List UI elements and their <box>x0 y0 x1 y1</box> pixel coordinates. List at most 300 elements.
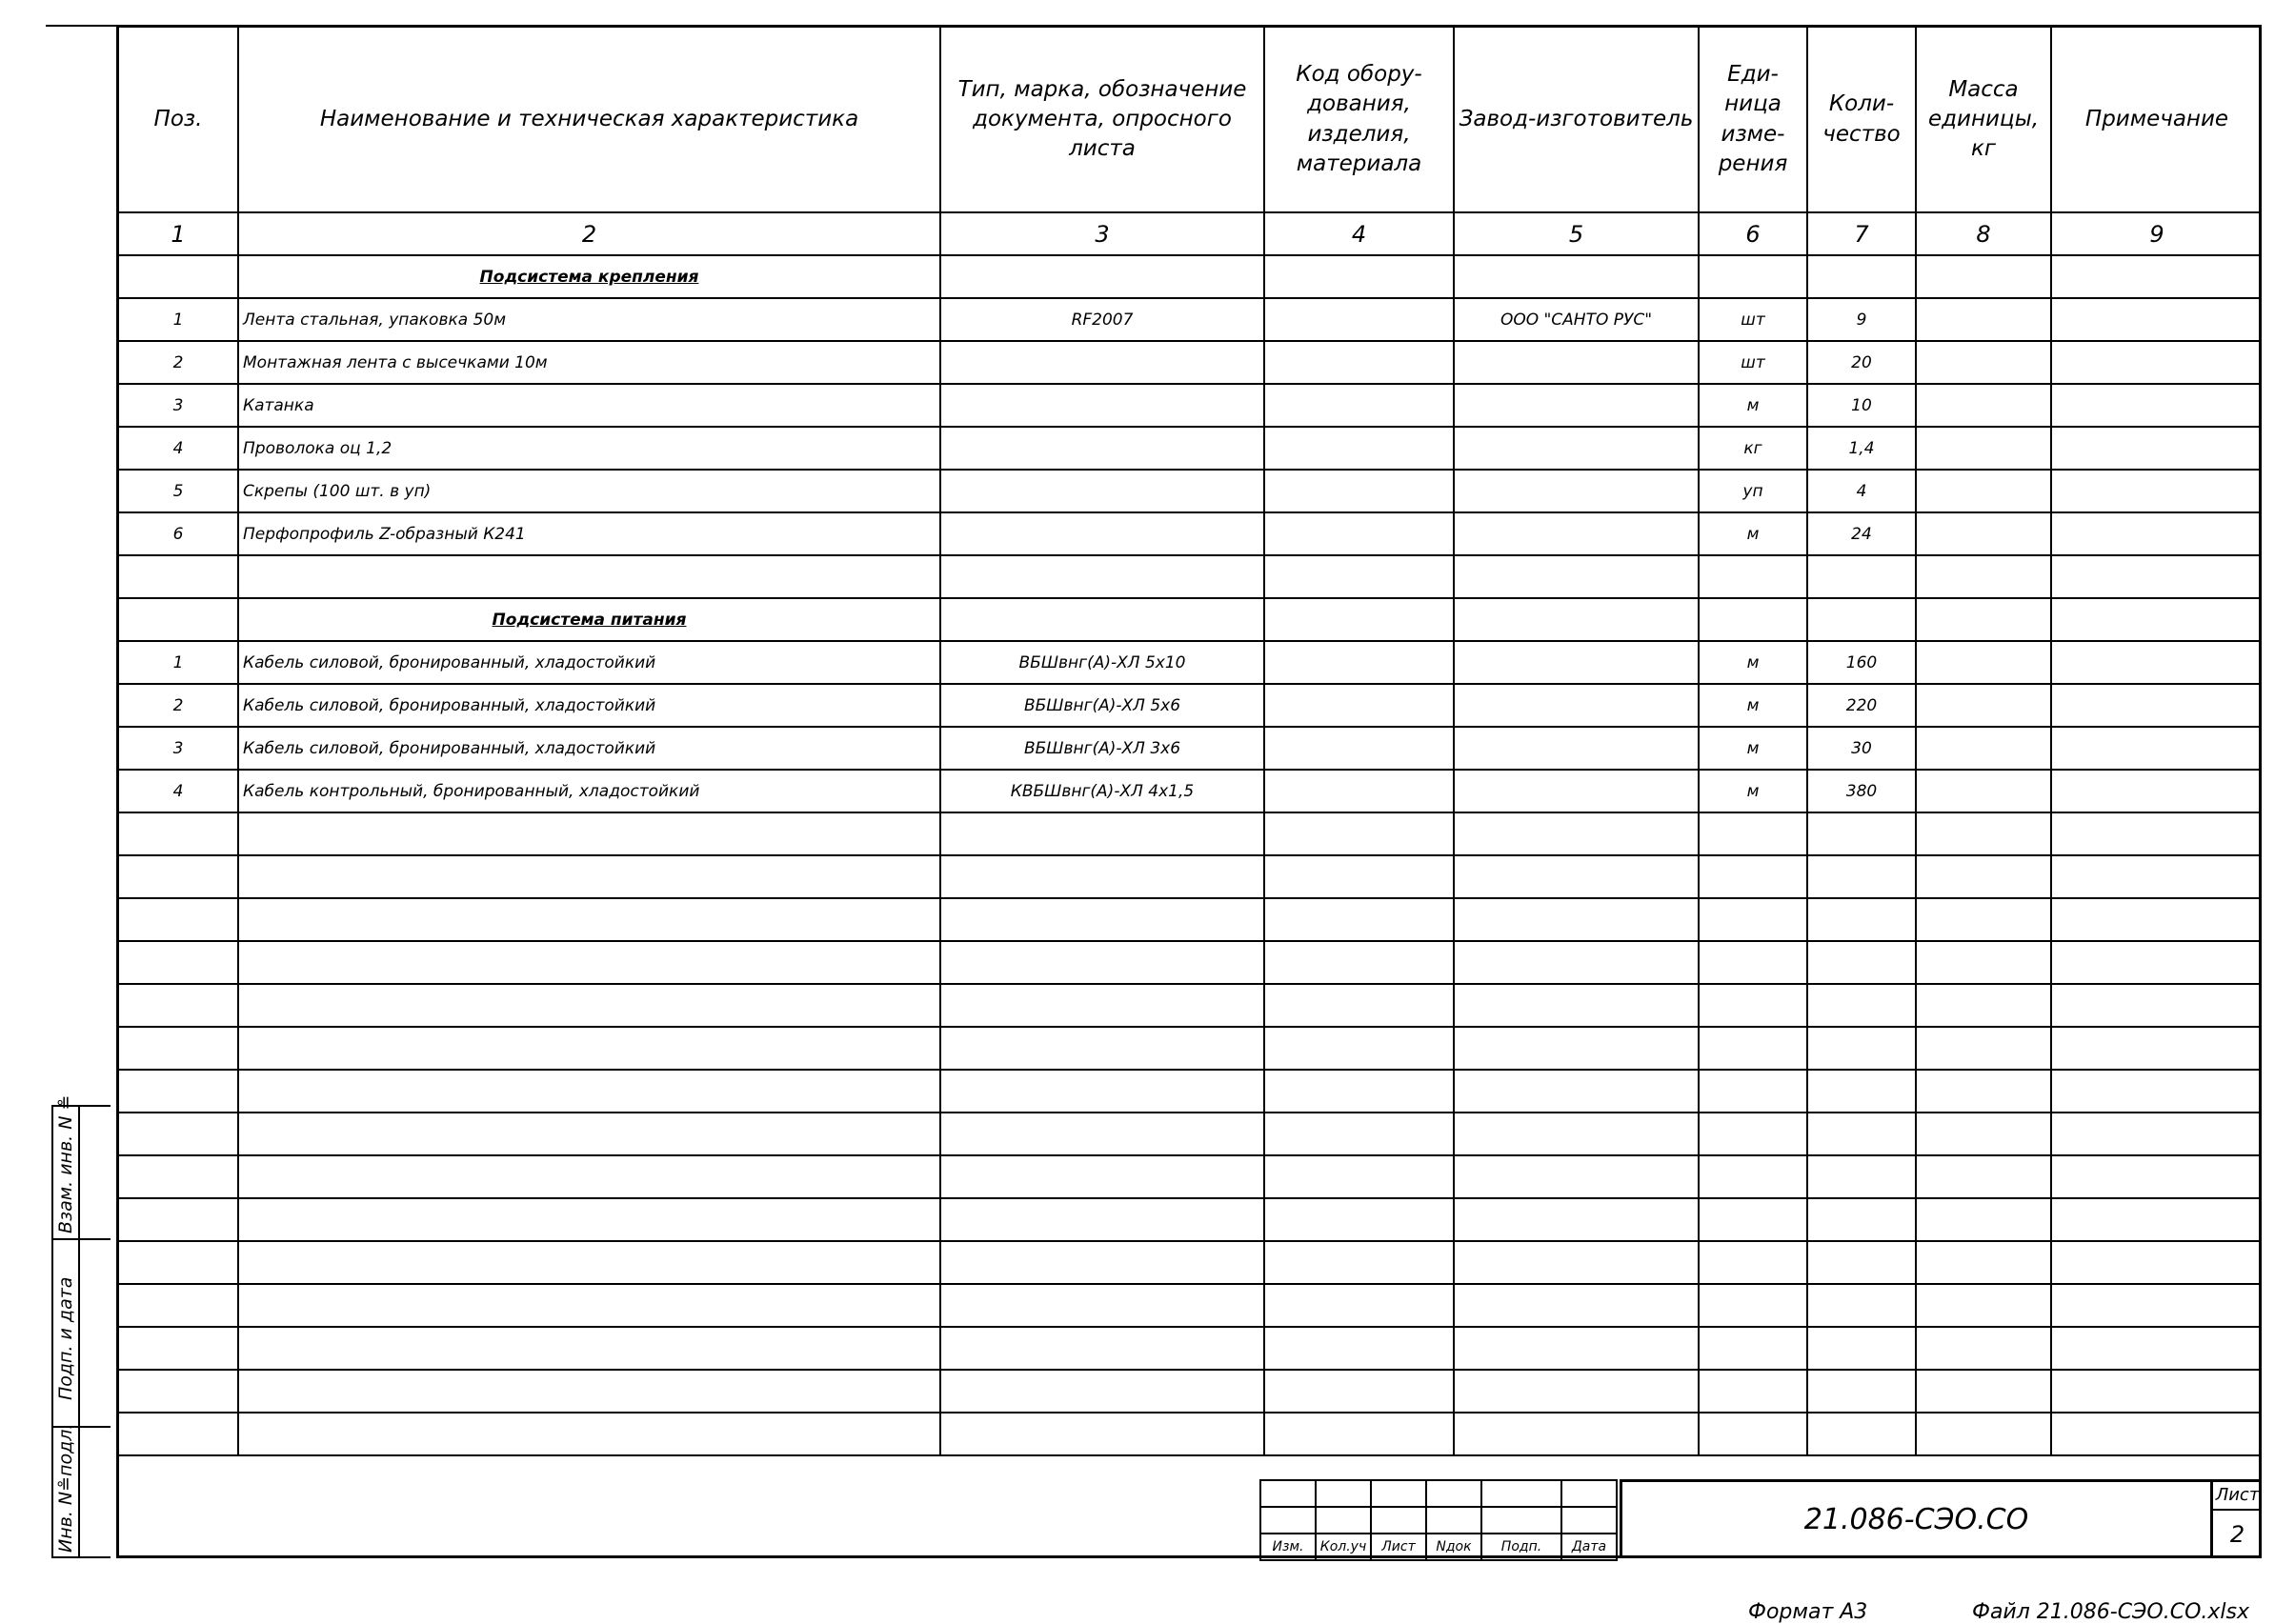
cell-mass <box>1916 1413 2051 1455</box>
cell-mass <box>1916 727 2051 770</box>
cell-qty <box>1807 1113 1916 1155</box>
cell-note <box>2051 684 2262 727</box>
cell-mass <box>1916 1198 2051 1241</box>
stamp-label: Дата <box>1561 1534 1617 1560</box>
cell-note <box>2051 770 2262 812</box>
stamp-label: Nдок <box>1426 1534 1481 1560</box>
table-row <box>119 298 2262 341</box>
cell-unit <box>1699 1284 1807 1327</box>
sheet-box <box>2210 1479 2262 1558</box>
document-code: 21.086-СЭО.СО <box>1620 1479 2210 1555</box>
cell-qty <box>1807 1155 1916 1198</box>
cell-note <box>2051 512 2262 555</box>
cell-note <box>2051 1155 2262 1198</box>
table-row <box>119 684 2262 727</box>
cell-maker <box>1454 598 1699 641</box>
cell-code <box>1264 684 1454 727</box>
cell-qty <box>1807 941 1916 984</box>
cell-name <box>238 1370 940 1413</box>
cell-qty <box>1807 555 1916 598</box>
cell-note <box>2051 727 2262 770</box>
cell-note <box>2051 1113 2262 1155</box>
column-number: 5 <box>1454 212 1699 255</box>
cell-pos <box>119 941 238 984</box>
cell-unit <box>1699 1327 1807 1370</box>
cell-mass <box>1916 941 2051 984</box>
cell-code <box>1264 1070 1454 1113</box>
cell-maker <box>1454 1284 1699 1327</box>
cell-note <box>2051 984 2262 1027</box>
cell-pos <box>119 555 238 598</box>
cell-qty: 380 <box>1807 770 1916 812</box>
cell-mass <box>1916 255 2051 298</box>
cell-unit: уп <box>1699 470 1807 512</box>
cell-unit <box>1699 1113 1807 1155</box>
side-label-inv-orig: Инв. N≗подл. <box>55 1423 76 1553</box>
cell-note <box>2051 427 2262 470</box>
table-row <box>119 470 2262 512</box>
cell-pos <box>119 1284 238 1327</box>
table-row <box>119 1070 2262 1113</box>
cell-maker <box>1454 384 1699 427</box>
cell-maker <box>1454 855 1699 898</box>
cell-name <box>238 555 940 598</box>
cell-note <box>2051 941 2262 984</box>
cell-qty <box>1807 898 1916 941</box>
cell-name <box>238 812 940 855</box>
cell-pos <box>119 812 238 855</box>
side-label-sign-date: Подп. и дата <box>55 1276 76 1400</box>
cell-type <box>940 1284 1264 1327</box>
cell-name <box>238 1198 940 1241</box>
cell-code <box>1264 555 1454 598</box>
cell-mass <box>1916 812 2051 855</box>
cell-code <box>1264 1413 1454 1455</box>
cell-mass <box>1916 684 2051 727</box>
cell-unit <box>1699 1413 1807 1455</box>
cell-code <box>1264 512 1454 555</box>
column-number: 8 <box>1916 212 2051 255</box>
cell-maker <box>1454 512 1699 555</box>
cell-pos <box>119 898 238 941</box>
cell-name: Кабель силовой, бронированный, хладостойкий <box>238 641 940 684</box>
table-row <box>119 855 2262 898</box>
cell-code <box>1264 1155 1454 1198</box>
cell-maker <box>1454 1241 1699 1284</box>
cell-maker <box>1454 255 1699 298</box>
cell-code <box>1264 770 1454 812</box>
cell-mass <box>1916 1027 2051 1070</box>
column-number: 9 <box>2051 212 2262 255</box>
table-row <box>119 512 2262 555</box>
cell-pos <box>119 1413 238 1455</box>
cell-pos: 1 <box>119 298 238 341</box>
cell-note <box>2051 384 2262 427</box>
cell-code <box>1264 1327 1454 1370</box>
cell-type <box>940 384 1264 427</box>
cell-type <box>940 427 1264 470</box>
cell-name <box>238 1027 940 1070</box>
cell-note <box>2051 1413 2262 1455</box>
cell-note <box>2051 641 2262 684</box>
cell-unit <box>1699 1155 1807 1198</box>
table-row <box>119 727 2262 770</box>
cell-code <box>1264 855 1454 898</box>
cell-type <box>940 1327 1264 1370</box>
top-left-rule <box>46 25 116 27</box>
cell-maker <box>1454 1113 1699 1155</box>
cell-maker <box>1454 684 1699 727</box>
column-number: 7 <box>1807 212 1916 255</box>
cell-code <box>1264 255 1454 298</box>
cell-mass <box>1916 984 2051 1027</box>
cell-pos: 3 <box>119 727 238 770</box>
cell-pos: 6 <box>119 512 238 555</box>
cell-name <box>238 1284 940 1327</box>
cell-name: Катанка <box>238 384 940 427</box>
cell-code <box>1264 1370 1454 1413</box>
cell-pos <box>119 1370 238 1413</box>
cell-unit: шт <box>1699 298 1807 341</box>
cell-qty <box>1807 812 1916 855</box>
table-row <box>119 384 2262 427</box>
cell-maker <box>1454 727 1699 770</box>
cell-mass <box>1916 770 2051 812</box>
cell-pos: 5 <box>119 470 238 512</box>
cell-pos <box>119 1027 238 1070</box>
cell-type <box>940 1155 1264 1198</box>
cell-note <box>2051 1327 2262 1370</box>
cell-name: Проволока оц 1,2 <box>238 427 940 470</box>
cell-unit: м <box>1699 684 1807 727</box>
cell-pos <box>119 855 238 898</box>
cell-qty <box>1807 1070 1916 1113</box>
side-strip-rule <box>51 1238 111 1240</box>
cell-qty: 20 <box>1807 341 1916 384</box>
cell-name <box>238 1327 940 1370</box>
cell-unit <box>1699 1027 1807 1070</box>
cell-qty <box>1807 598 1916 641</box>
table-row <box>119 941 2262 984</box>
cell-name: Перфопрофиль Z-образный К241 <box>238 512 940 555</box>
cell-pos: 3 <box>119 384 238 427</box>
cell-qty <box>1807 1284 1916 1327</box>
cell-code <box>1264 984 1454 1027</box>
cell-maker <box>1454 941 1699 984</box>
column-number: 6 <box>1699 212 1807 255</box>
cell-mass <box>1916 1284 2051 1327</box>
table-row <box>119 1241 2262 1284</box>
cell-note <box>2051 298 2262 341</box>
cell-code <box>1264 427 1454 470</box>
cell-unit <box>1699 1198 1807 1241</box>
cell-mass <box>1916 1327 2051 1370</box>
cell-pos: 2 <box>119 684 238 727</box>
cell-type: ВБШвнг(А)-ХЛ 5х10 <box>940 641 1264 684</box>
cell-pos <box>119 1327 238 1370</box>
cell-note <box>2051 1370 2262 1413</box>
cell-pos <box>119 984 238 1027</box>
cell-mass <box>1916 1113 2051 1155</box>
cell-unit <box>1699 1370 1807 1413</box>
cell-note <box>2051 812 2262 855</box>
cell-mass <box>1916 1241 2051 1284</box>
column-number-row <box>119 212 2262 255</box>
cell-note <box>2051 855 2262 898</box>
cell-note <box>2051 1284 2262 1327</box>
cell-qty <box>1807 1370 1916 1413</box>
cell-maker <box>1454 470 1699 512</box>
cell-type: КВБШвнг(А)-ХЛ 4х1,5 <box>940 770 1264 812</box>
table-row <box>119 641 2262 684</box>
table-row <box>119 1198 2262 1241</box>
table-row <box>119 1113 2262 1155</box>
cell-maker <box>1454 1070 1699 1113</box>
cell-unit <box>1699 898 1807 941</box>
cell-pos <box>119 1070 238 1113</box>
cell-code <box>1264 384 1454 427</box>
cell-mass <box>1916 598 2051 641</box>
cell-type: ВБШвнг(А)-ХЛ 3х6 <box>940 727 1264 770</box>
cell-unit <box>1699 598 1807 641</box>
cell-code <box>1264 812 1454 855</box>
cell-qty <box>1807 1327 1916 1370</box>
cell-qty <box>1807 1198 1916 1241</box>
cell-mass <box>1916 855 2051 898</box>
column-number: 2 <box>238 212 940 255</box>
cell-pos <box>119 1241 238 1284</box>
cell-type <box>940 555 1264 598</box>
cell-pos <box>119 1198 238 1241</box>
cell-type <box>940 898 1264 941</box>
cell-code <box>1264 727 1454 770</box>
cell-maker <box>1454 812 1699 855</box>
header-qty: Коли-чество <box>1807 28 1916 212</box>
header-row <box>119 28 2262 212</box>
cell-unit <box>1699 984 1807 1027</box>
section-title: Подсистема питания <box>238 598 940 641</box>
cell-type <box>940 984 1264 1027</box>
cell-code <box>1264 641 1454 684</box>
cell-note <box>2051 1241 2262 1284</box>
stamp-label: Лист <box>1371 1534 1426 1560</box>
cell-type <box>940 512 1264 555</box>
cell-qty <box>1807 255 1916 298</box>
table-row <box>119 1370 2262 1413</box>
table-row <box>119 984 2262 1027</box>
cell-unit: м <box>1699 384 1807 427</box>
section-title: Подсистема крепления <box>238 255 940 298</box>
cell-unit: м <box>1699 770 1807 812</box>
cell-unit <box>1699 1070 1807 1113</box>
table-row <box>119 427 2262 470</box>
cell-code <box>1264 470 1454 512</box>
cell-maker <box>1454 770 1699 812</box>
cell-pos: 1 <box>119 641 238 684</box>
cell-maker <box>1454 427 1699 470</box>
cell-note <box>2051 1070 2262 1113</box>
cell-mass <box>1916 1070 2051 1113</box>
cell-note <box>2051 255 2262 298</box>
cell-code <box>1264 298 1454 341</box>
stamp-label: Изм. <box>1260 1534 1316 1560</box>
cell-maker <box>1454 641 1699 684</box>
cell-qty: 220 <box>1807 684 1916 727</box>
stamp-label: Кол.уч <box>1316 1534 1371 1560</box>
cell-code <box>1264 1113 1454 1155</box>
cell-mass <box>1916 898 2051 941</box>
cell-unit: кг <box>1699 427 1807 470</box>
cell-note <box>2051 1198 2262 1241</box>
cell-qty: 1,4 <box>1807 427 1916 470</box>
cell-qty: 30 <box>1807 727 1916 770</box>
table-row <box>119 770 2262 812</box>
sheet-number: 2 <box>2229 1521 2245 1548</box>
cell-type <box>940 1413 1264 1455</box>
cell-type <box>940 1241 1264 1284</box>
cell-pos: 4 <box>119 770 238 812</box>
cell-maker: ООО "САНТО РУС" <box>1454 298 1699 341</box>
cell-type <box>940 855 1264 898</box>
cell-note <box>2051 598 2262 641</box>
cell-maker <box>1454 555 1699 598</box>
format-label: Формат A3 <box>1748 1600 1868 1624</box>
cell-type <box>940 598 1264 641</box>
cell-mass <box>1916 341 2051 384</box>
cell-name <box>238 898 940 941</box>
cell-note <box>2051 555 2262 598</box>
cell-note <box>2051 898 2262 941</box>
cell-name <box>238 1113 940 1155</box>
cell-name: Кабель силовой, бронированный, хладостойкий <box>238 727 940 770</box>
cell-maker <box>1454 1370 1699 1413</box>
cell-type: ВБШвнг(А)-ХЛ 5х6 <box>940 684 1264 727</box>
cell-note <box>2051 1027 2262 1070</box>
cell-qty: 24 <box>1807 512 1916 555</box>
stamp-label: Подп. <box>1481 1534 1561 1560</box>
cell-qty: 9 <box>1807 298 1916 341</box>
table-row <box>119 898 2262 941</box>
cell-unit <box>1699 555 1807 598</box>
cell-unit <box>1699 1241 1807 1284</box>
cell-maker <box>1454 1327 1699 1370</box>
cell-note <box>2051 341 2262 384</box>
cell-pos: 2 <box>119 341 238 384</box>
cell-type <box>940 255 1264 298</box>
header-name: Наименование и техническая характеристика <box>238 28 940 212</box>
section-title-row <box>119 255 2262 298</box>
cell-mass <box>1916 1155 2051 1198</box>
cell-mass <box>1916 298 2051 341</box>
cell-note <box>2051 470 2262 512</box>
table-row <box>119 1327 2262 1370</box>
cell-type <box>940 941 1264 984</box>
cell-mass <box>1916 1370 2051 1413</box>
cell-qty: 10 <box>1807 384 1916 427</box>
cell-mass <box>1916 555 2051 598</box>
table-row <box>119 341 2262 384</box>
cell-name: Кабель силовой, бронированный, хладостойкий <box>238 684 940 727</box>
cell-unit: м <box>1699 641 1807 684</box>
cell-unit <box>1699 855 1807 898</box>
side-label-replace-inv: Взам. инв. N ≗ <box>55 1094 76 1233</box>
cell-unit: шт <box>1699 341 1807 384</box>
cell-pos: 4 <box>119 427 238 470</box>
cell-name <box>238 1070 940 1113</box>
cell-pos <box>119 598 238 641</box>
table-row <box>119 1413 2262 1455</box>
header-type: Тип, марка, обозначение документа, опросного листа <box>940 28 1264 212</box>
cell-unit <box>1699 255 1807 298</box>
cell-type <box>940 470 1264 512</box>
cell-code <box>1264 598 1454 641</box>
cell-type <box>940 1370 1264 1413</box>
table-row <box>119 555 2262 598</box>
cell-code <box>1264 941 1454 984</box>
cell-code <box>1264 898 1454 941</box>
column-number: 4 <box>1264 212 1454 255</box>
cell-unit <box>1699 941 1807 984</box>
cell-name <box>238 1155 940 1198</box>
cell-name: Монтажная лента с высечками 10м <box>238 341 940 384</box>
header-code: Код обору-дования, изделия, материала <box>1264 28 1454 212</box>
cell-type <box>940 1070 1264 1113</box>
cell-maker <box>1454 1413 1699 1455</box>
cell-qty <box>1807 1241 1916 1284</box>
side-strip-divider <box>78 1105 80 1558</box>
cell-qty: 4 <box>1807 470 1916 512</box>
cell-code <box>1264 1198 1454 1241</box>
cell-type <box>940 1027 1264 1070</box>
cell-mass <box>1916 641 2051 684</box>
cell-pos <box>119 1155 238 1198</box>
cell-name: Кабель контрольный, бронированный, хладостойкий <box>238 770 940 812</box>
cell-unit <box>1699 812 1807 855</box>
sheet-label: Лист <box>2213 1482 2262 1511</box>
cell-name <box>238 1241 940 1284</box>
header-unit: Еди-ница изме-рения <box>1699 28 1807 212</box>
cell-name <box>238 1413 940 1455</box>
cell-maker <box>1454 1198 1699 1241</box>
header-pos: Поз. <box>119 28 238 212</box>
cell-type: RF2007 <box>940 298 1264 341</box>
header-note: Примечание <box>2051 28 2262 212</box>
cell-pos <box>119 1113 238 1155</box>
specification-table <box>119 28 2262 1456</box>
column-number: 1 <box>119 212 238 255</box>
cell-code <box>1264 1284 1454 1327</box>
cell-mass <box>1916 470 2051 512</box>
header-maker: Завод-изготовитель <box>1454 28 1699 212</box>
cell-maker <box>1454 984 1699 1027</box>
table-row <box>119 812 2262 855</box>
cell-maker <box>1454 1027 1699 1070</box>
cell-type <box>940 812 1264 855</box>
cell-mass <box>1916 427 2051 470</box>
cell-name: Скрепы (100 шт. в уп) <box>238 470 940 512</box>
cell-mass <box>1916 384 2051 427</box>
cell-qty: 160 <box>1807 641 1916 684</box>
cell-name <box>238 941 940 984</box>
cell-qty <box>1807 984 1916 1027</box>
table-row <box>119 1284 2262 1327</box>
table-row <box>119 1027 2262 1070</box>
column-number: 3 <box>940 212 1264 255</box>
header-mass: Масса единицы, кг <box>1916 28 2051 212</box>
revision-grid <box>1259 1479 1618 1561</box>
cell-qty <box>1807 1027 1916 1070</box>
cell-pos <box>119 255 238 298</box>
